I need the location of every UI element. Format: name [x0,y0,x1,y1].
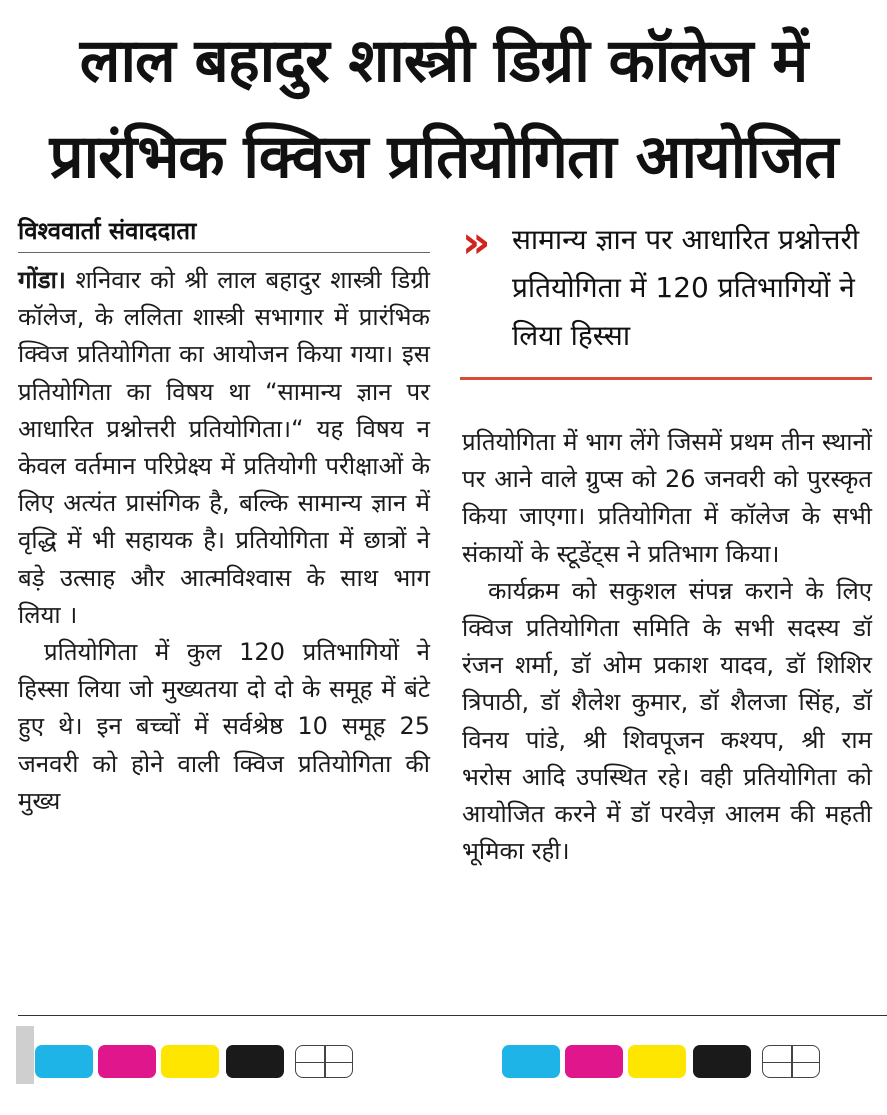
bottom-divider [18,1015,887,1016]
double-chevron-icon: » [462,217,485,268]
cyan-swatch [35,1045,93,1078]
black-swatch [226,1045,284,1078]
article-column-left [18,262,430,820]
registration-mark-icon [295,1045,353,1078]
gray-print-mark [16,1026,34,1084]
pull-quote-divider [460,377,872,380]
article-paragraph-1 [18,262,430,634]
yellow-swatch [628,1045,686,1078]
pull-quote [460,212,872,380]
cyan-swatch [502,1045,560,1078]
magenta-swatch [565,1045,623,1078]
article-paragraph-3: प्रतियोगिता में भाग लेंगे जिसमें प्रथम तीन स्थानों पर आने वाले ग्रुप्स को 26 जनवरी को पुरस्कृत किया जाएगा। प्रतियोगिता में कॉलेज के सभी संकायों के स्टूडेंट्स ने प्रतिभाग किया। [462,428,872,568]
article-paragraph-4: कार्यक्रम को सकुशल संपन्न कराने के लिए क्विज प्रतियोगिता समिति के सभी सदस्य डॉ रंजन शर्मा, डॉ ओम प्रकाश यादव, डॉ शिशिर त्रिपाठी, डॉ शैलेश कुमार, डॉ शैलजा सिंह, डॉ विनय पांडे, श्री शिवपूजन कश्यप, श्री राम भरोस आदि उपस्थित रहे। वही प्रतियोगिता को आयोजित करने में डॉ परवेज़ आलम की महती भूमिका रही। [462,576,872,866]
byline: विश्ववार्ता संवाददाता [18,212,430,253]
dateline-place: गोंडा। [18,266,66,294]
pull-quote-text: सामान्य ज्ञान पर आधारित प्रश्नोत्तरी प्रतियोगिता में 120 प्रतिभागियों ने लिया हिस्सा [512,223,860,352]
headline-line-1: लाल बहादुर शास्त्री डिग्री कॉलेज में [79,26,808,96]
registration-mark-icon [762,1045,820,1078]
magenta-swatch [98,1045,156,1078]
article-column-right [462,424,872,870]
headline-line-2: प्रारंभिक क्विज प्रतियोगिता आयोजित [49,122,838,192]
black-swatch [693,1045,751,1078]
article-paragraph-2: प्रतियोगिता में कुल 120 प्रतिभागियों ने हिस्सा लिया जो मुख्यतया दो दो के समूह में बंटे हुए थे। इन बच्चों में सर्वश्रेष्ठ 10 समूह 25 जनवरी को होने वाली क्विज प्रतियोगिता की मुख्य [18,638,430,815]
yellow-swatch [161,1045,219,1078]
article-paragraph-1-text: शनिवार को श्री लाल बहादुर शास्त्री डिग्री कॉलेज, के ललिता शास्त्री सभागार में प्रारंभिक क्विज प्रतियोगिता का आयोजन किया गया। इस प्रतियोगिता का विषय था “सामान्य ज्ञान पर आधारित प्रश्नोत्तरी प्रतियोगिता।“ यह विषय न केवल वर्तमान परिप्रेक्ष्य में प्रतियोगी परीक्षाओं के लिए अत्यंत प्रासंगिक है, बल्कि सामान्य ज्ञान में वृद्धि में भी सहायक है। प्रतियोगिता में छात्रों ने बड़े उत्साह और आत्मविश्वास के साथ भाग लिया । [18,266,430,629]
